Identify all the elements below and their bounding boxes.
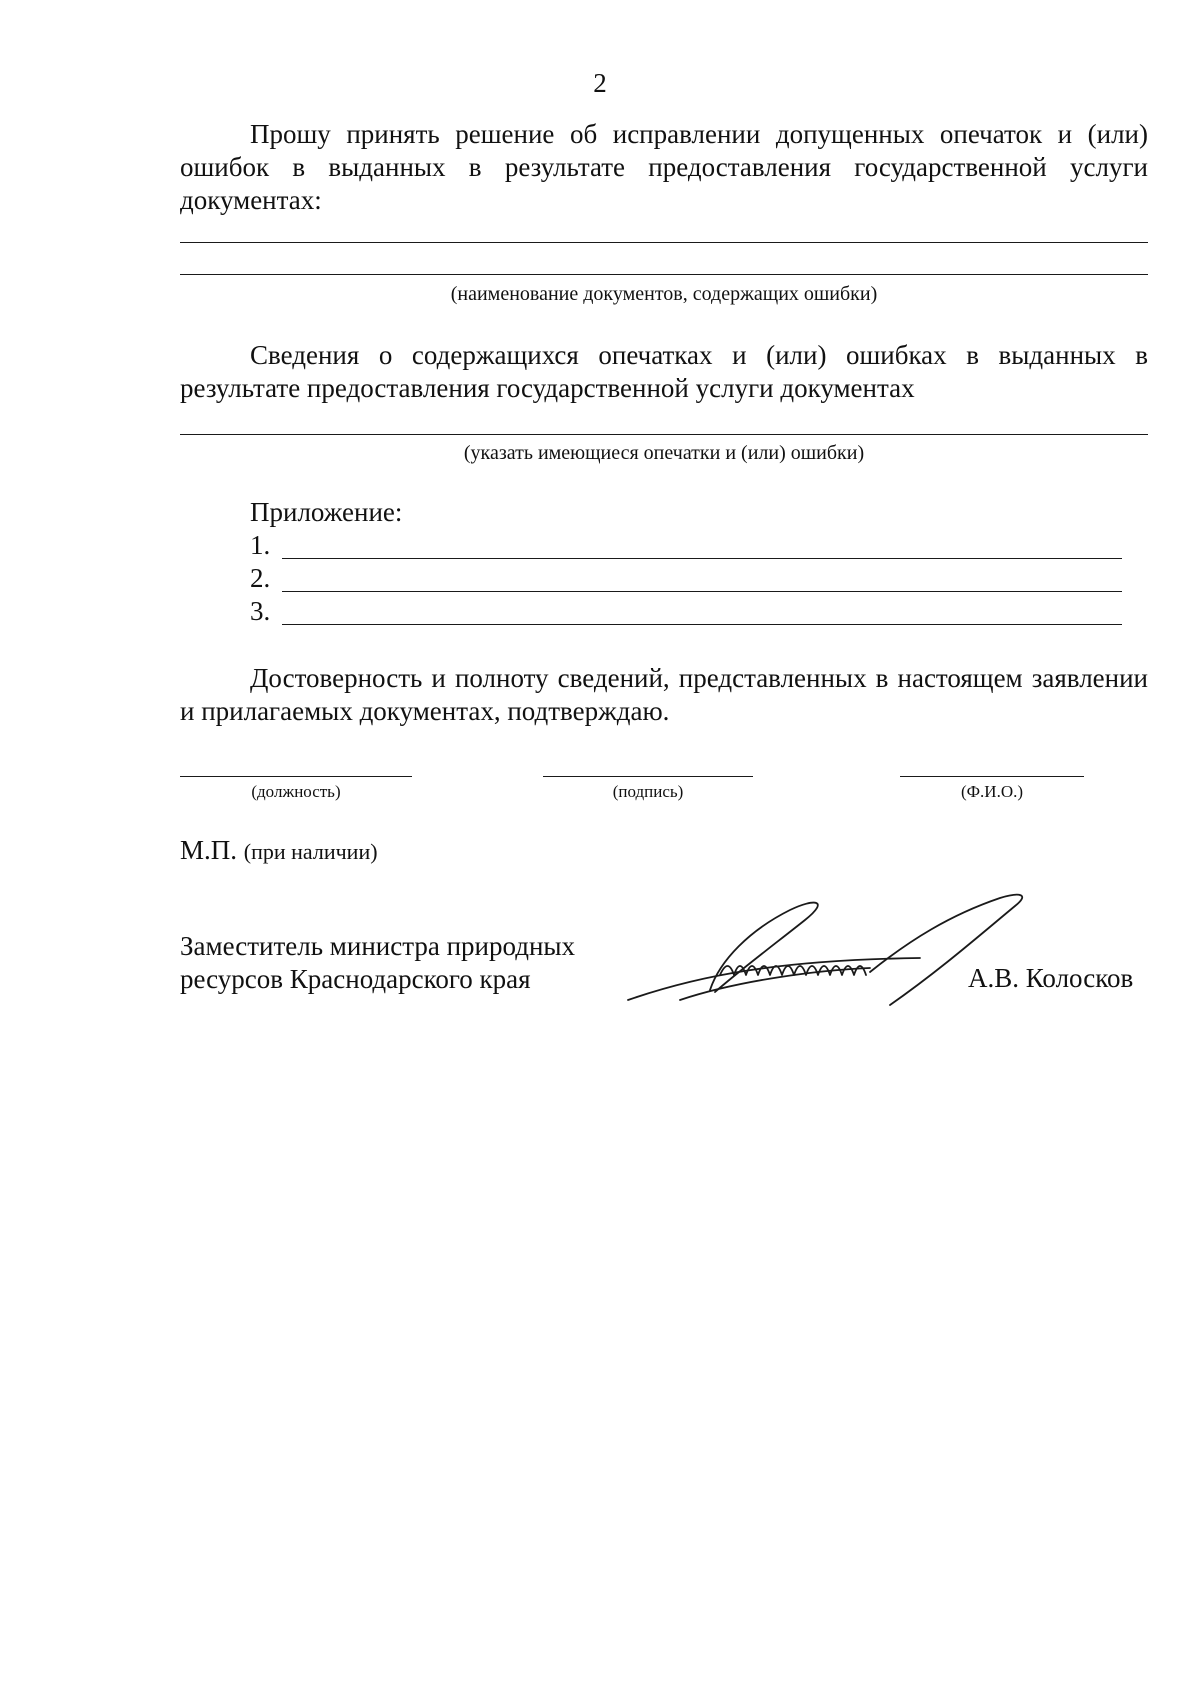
signature-loop-stroke <box>710 903 818 992</box>
signature-underline-stroke <box>628 958 920 1000</box>
appendix-title: Приложение: <box>250 497 403 527</box>
full-name-line <box>900 776 1084 777</box>
signature-line <box>543 776 753 777</box>
appendix-item-1-number: 1. <box>250 530 271 560</box>
stamp-note <box>180 835 378 866</box>
errors-info-line <box>180 434 1148 435</box>
official-title <box>180 930 575 996</box>
official-title-line-2: ресурсов Краснодарского края <box>180 964 531 994</box>
stamp-condition: (при наличии) <box>243 839 378 864</box>
appendix-item-2-line <box>282 591 1122 592</box>
official-name: А.В. Колосков <box>968 963 1134 993</box>
appendix-item-2-number: 2. <box>250 563 271 593</box>
position-caption: (должность) <box>251 782 341 801</box>
appendix-item-1-line <box>282 558 1122 559</box>
stamp-label: М.П. <box>180 835 238 865</box>
page-number: 2 <box>593 68 607 98</box>
position-line <box>180 776 412 777</box>
signature-caption: (подпись) <box>612 782 684 801</box>
appendix-item-3-line <box>282 624 1122 625</box>
errors-info-caption: (указать имеющиеся опечатки и (или) ошибки) <box>463 442 865 464</box>
full-name-caption: (Ф.И.О.) <box>960 782 1024 801</box>
official-title-line-1: Заместитель министра природных <box>180 931 576 961</box>
request-paragraph: Прошу принять решение об исправлении допущенных опечаток и (или) ошибок в выданных в результате предоставления государственной услуги документах: <box>180 119 1148 215</box>
errors-info-paragraph: Сведения о содержащихся опечатках и (или) ошибках в выданных в результате предоставления государственной услуги документах <box>180 340 1148 403</box>
appendix-item-3-number: 3. <box>250 596 271 626</box>
handwritten-signature <box>620 880 1060 1020</box>
confirmation-paragraph: Достоверность и полноту сведений, представленных в настоящем заявлении и прилагаемых документах, подтверждаю. <box>180 663 1148 726</box>
document-name-caption: (наименование документов, содержащих ошибки) <box>450 283 878 305</box>
document-name-line-2 <box>180 274 1148 275</box>
document-name-line-1 <box>180 242 1148 243</box>
